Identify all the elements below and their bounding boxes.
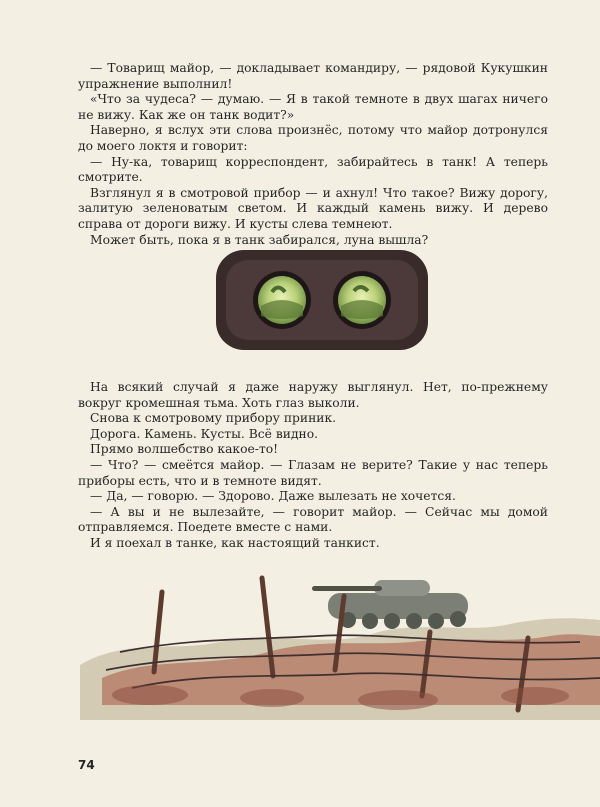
tank-barbed-wire-illustration xyxy=(80,560,600,720)
paragraph: Дорога. Камень. Кусты. Всё видно. xyxy=(90,426,319,441)
text-block-top xyxy=(78,61,548,248)
text-block-bottom xyxy=(78,380,548,552)
paragraph: Наверно, я вслух эти слова произнёс, потому что майор дотронулся до моего локтя и говорит: xyxy=(78,123,548,153)
night-vision-viewer-illustration xyxy=(212,244,432,356)
paragraph: — Товарищ майор, — докладывает командиру, — рядовой Кукушкин упражнение выполнил! xyxy=(78,61,548,91)
paragraph: — Да, — говорю. — Здорово. Даже вылезать не хочется. xyxy=(90,489,456,504)
page-number: 74 xyxy=(78,758,95,772)
paragraph: Взглянул я в смотровой прибор — и ахнул! Что такое? Вижу дорогу, залитую зеленоватым светом. И каждый камень вижу. И дерево справа от дороги вижу. И кусты слева темнеют. xyxy=(78,185,548,231)
paragraph: Может быть, пока я в танк забирался, луна вышла? xyxy=(90,232,429,247)
paragraph: Прямо волшебство какое-то! xyxy=(90,442,279,457)
tank-icon xyxy=(312,580,468,629)
paragraph: — Что? — смеётся майор. — Глазам не верите? Такие у нас теперь приборы есть, что и в темноте видят. xyxy=(78,457,548,488)
paragraph: — А вы и не вылезайте, — говорит майор. — Сейчас мы домой отправляемся. Поедете вместе с нами. xyxy=(78,504,548,535)
paragraph: И я поехал в танке, как настоящий танкист. xyxy=(90,535,380,550)
paragraph: На всякий случай я даже наружу выглянул. Нет, по-прежнему вокруг кромешная тьма. Хоть глаз выколи. xyxy=(78,380,548,410)
paragraph: «Что за чудеса? — думаю. — Я в такой темноте в двух шагах ничего не вижу. Как же он танк водит?» xyxy=(78,92,548,122)
paragraph: — Ну-ка, товарищ корреспондент, забирайтесь в танк! А теперь смотрите. xyxy=(78,154,548,185)
paragraph: Снова к смотровому прибору приник. xyxy=(90,411,337,426)
